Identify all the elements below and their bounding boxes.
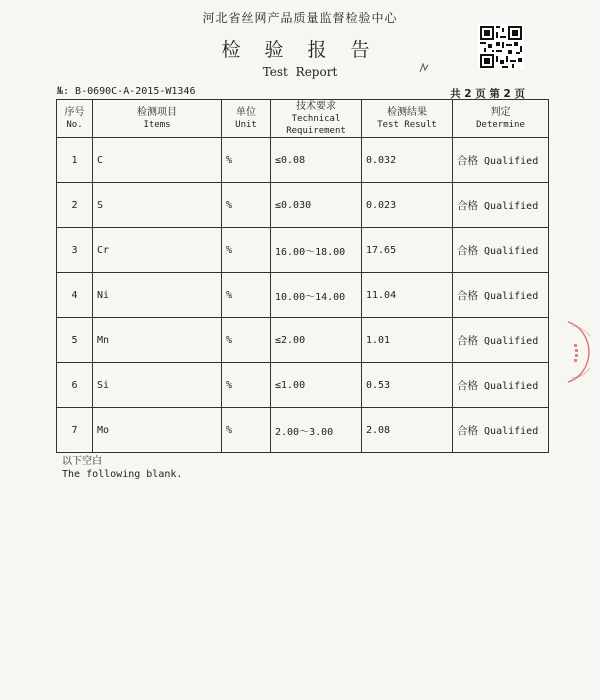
row-unit: % xyxy=(222,363,271,408)
table-header-row xyxy=(57,100,549,138)
row-requirement: 10.00～14.00 xyxy=(271,273,362,318)
blank-note-en: The following blank. xyxy=(62,469,183,480)
col-no-header xyxy=(57,100,93,138)
row-item: Si xyxy=(93,363,222,408)
table-row xyxy=(57,228,549,273)
determine-cn: 合格 xyxy=(457,244,478,257)
row-requirement: 16.00～18.00 xyxy=(271,228,362,273)
row-requirement: 2.00～3.00 xyxy=(271,408,362,453)
col-no-en: No. xyxy=(66,119,83,130)
col-unit-en: Unit xyxy=(235,119,257,130)
blank-note xyxy=(62,455,182,481)
determine-en: Qualified xyxy=(484,200,539,212)
determine-en: Qualified xyxy=(484,245,539,257)
row-determine xyxy=(453,363,549,408)
row-no: 4 xyxy=(57,273,93,318)
col-requirement-header xyxy=(271,100,362,138)
determine-en: Qualified xyxy=(484,380,539,392)
pen-mark-icon xyxy=(418,62,430,74)
row-unit: % xyxy=(222,408,271,453)
row-determine xyxy=(453,318,549,363)
table-row xyxy=(57,318,549,363)
determine-en: Qualified xyxy=(484,290,539,302)
row-requirement: ≤2.00 xyxy=(271,318,362,363)
row-determine xyxy=(453,273,549,318)
row-determine xyxy=(453,408,549,453)
row-item: Cr xyxy=(93,228,222,273)
row-no: 5 xyxy=(57,318,93,363)
official-seal-stamp xyxy=(560,320,590,384)
col-result-header xyxy=(362,100,453,138)
report-meta-row xyxy=(57,86,525,100)
row-determine xyxy=(453,228,549,273)
col-result-cn: 检测结果 xyxy=(387,106,427,118)
row-unit: % xyxy=(222,318,271,363)
row-item: C xyxy=(93,138,222,183)
determine-cn: 合格 xyxy=(457,334,478,347)
determine-cn: 合格 xyxy=(457,154,478,167)
table-row xyxy=(57,273,549,318)
determine-en: Qualified xyxy=(484,335,539,347)
row-item: Mo xyxy=(93,408,222,453)
row-result: 11.04 xyxy=(362,273,453,318)
table-row xyxy=(57,363,549,408)
col-no-cn: 序号 xyxy=(64,106,85,118)
row-requirement: ≤0.08 xyxy=(271,138,362,183)
row-requirement: ≤1.00 xyxy=(271,363,362,408)
row-unit: % xyxy=(222,138,271,183)
row-no: 7 xyxy=(57,408,93,453)
title-english: Test Report xyxy=(262,65,338,79)
determine-cn: 合格 xyxy=(457,379,478,392)
row-item: S xyxy=(93,183,222,228)
row-no: 1 xyxy=(57,138,93,183)
row-determine xyxy=(453,183,549,228)
determine-en: Qualified xyxy=(484,425,539,437)
row-result: 0.53 xyxy=(362,363,453,408)
col-unit-header xyxy=(222,100,271,138)
determine-cn: 合格 xyxy=(457,289,478,302)
col-items-en: Items xyxy=(143,119,171,130)
col-requirement-en: Technical Requirement xyxy=(286,113,346,136)
col-determine-en: Determine xyxy=(476,119,525,130)
row-no: 3 xyxy=(57,228,93,273)
col-result-en: Test Result xyxy=(377,119,437,130)
col-determine-cn: 判定 xyxy=(490,106,511,118)
org-name: 河北省丝网产品质量监督检验中心 xyxy=(202,11,398,25)
row-result: 17.65 xyxy=(362,228,453,273)
row-result: 0.032 xyxy=(362,138,453,183)
row-determine xyxy=(453,138,549,183)
determine-cn: 合格 xyxy=(457,199,478,212)
row-no: 2 xyxy=(57,183,93,228)
col-requirement-cn: 技术要求 xyxy=(296,100,336,112)
report-number: №: B-0690C-A-2015-W1346 xyxy=(57,86,196,97)
col-items-cn: 检测项目 xyxy=(137,106,177,118)
row-no: 6 xyxy=(57,363,93,408)
determine-en: Qualified xyxy=(484,155,539,167)
col-items-header xyxy=(93,100,222,138)
row-requirement: ≤0.030 xyxy=(271,183,362,228)
row-result: 2.08 xyxy=(362,408,453,453)
blank-note-cn: 以下空白 xyxy=(62,456,102,467)
row-unit: % xyxy=(222,228,271,273)
col-unit-cn: 单位 xyxy=(236,106,256,118)
table-row xyxy=(57,408,549,453)
row-item: Mn xyxy=(93,318,222,363)
row-result: 1.01 xyxy=(362,318,453,363)
row-item: Ni xyxy=(93,273,222,318)
table-row xyxy=(57,183,549,228)
row-unit: % xyxy=(222,183,271,228)
title-chinese: 检 验 报 告 xyxy=(221,39,379,61)
row-result: 0.023 xyxy=(362,183,453,228)
qr-code-icon xyxy=(478,24,524,70)
row-unit: % xyxy=(222,273,271,318)
determine-cn: 合格 xyxy=(457,424,478,437)
col-determine-header xyxy=(453,100,549,138)
table-row xyxy=(57,138,549,183)
page-info: 共 2 页 第 2 页 xyxy=(450,88,525,100)
results-table xyxy=(56,99,549,453)
